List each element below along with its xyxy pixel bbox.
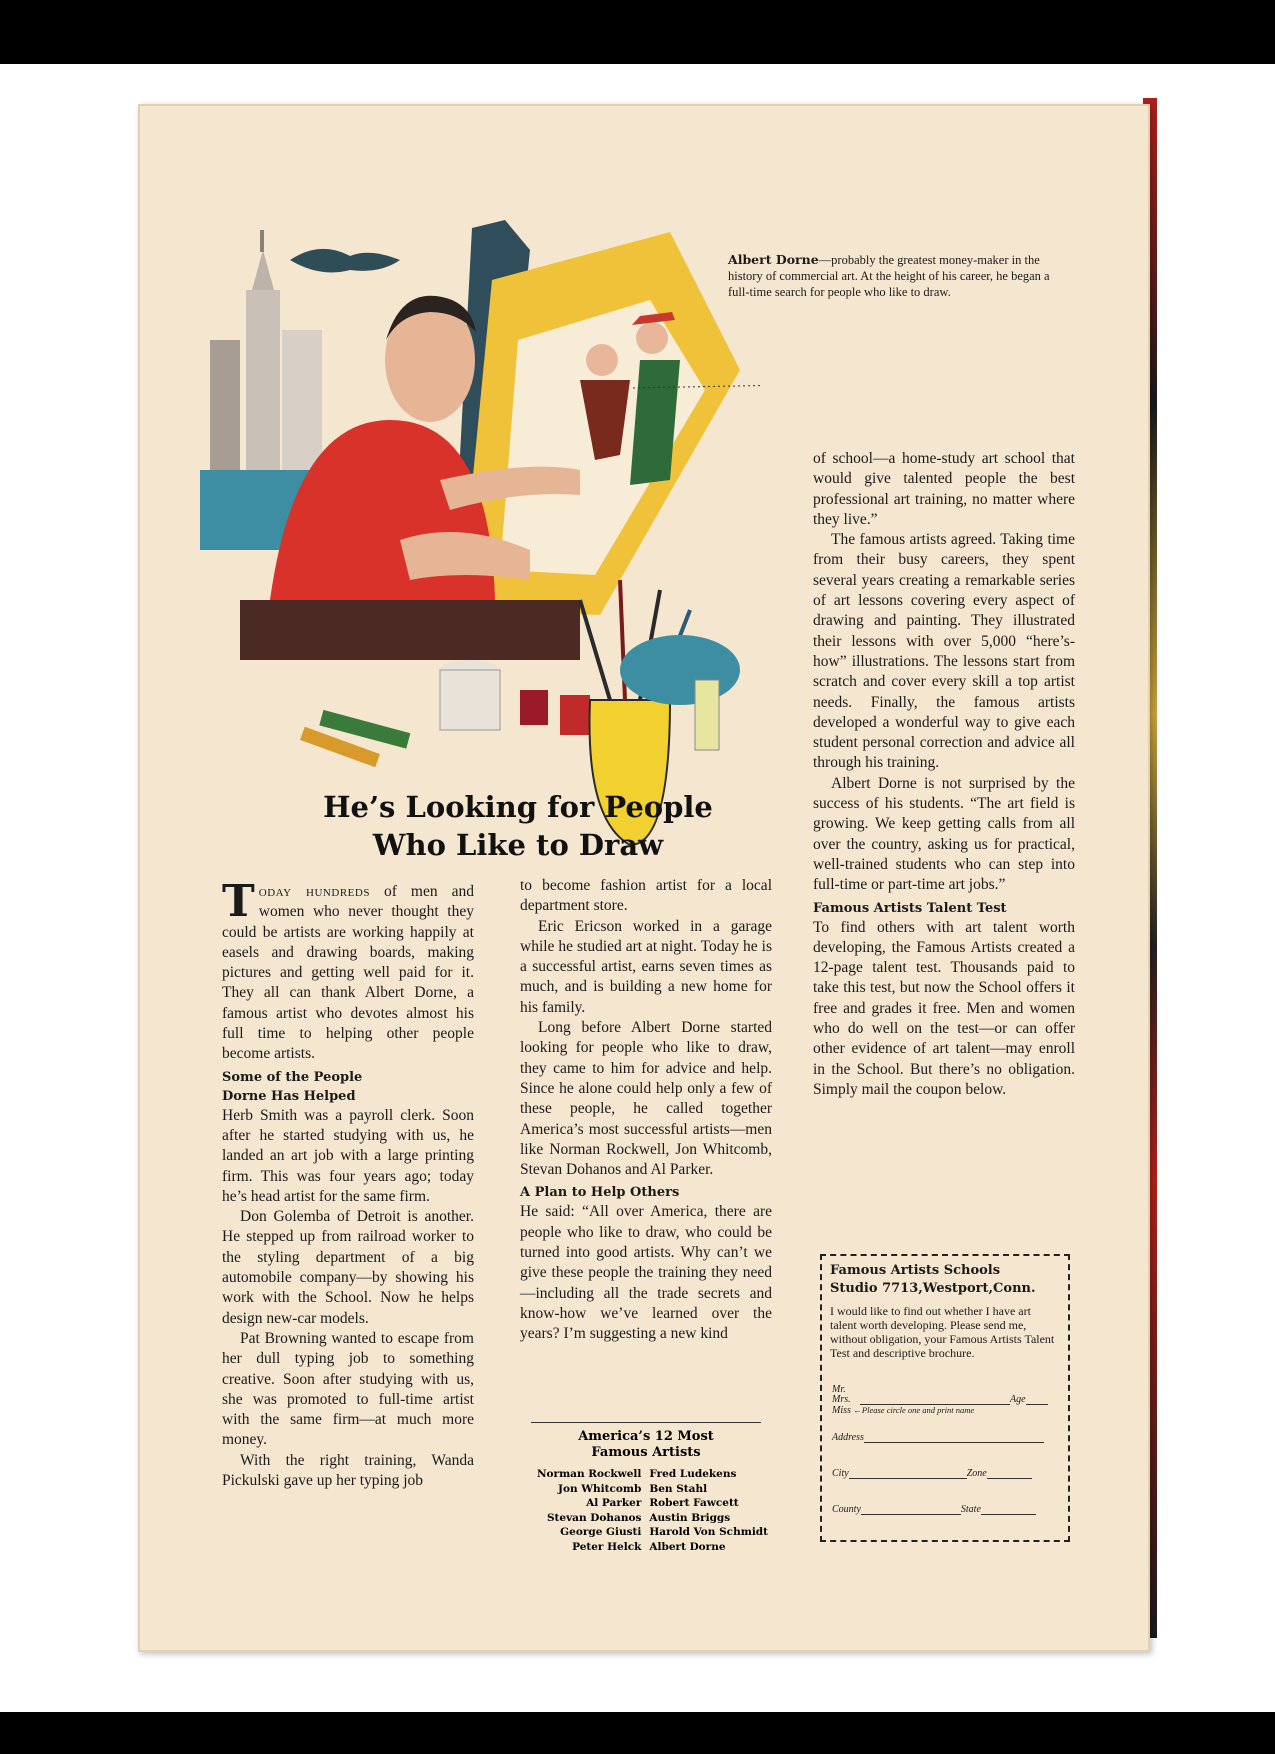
col2-paragraph-2: Eric Ericson worked in a garage while he studied art at night. Today he is a successful artist, earns seven times as much, and is building a new home for his family.: [520, 917, 772, 1016]
col1-paragraph-2: Herb Smith was a payroll clerk. Soon after he started studying with us, he landed an art job with a large printing firm. This was four years ago; today he’s head artist for the same firm.: [222, 1106, 474, 1205]
title-miss-row: [832, 1405, 974, 1416]
subhead-people-helped: [222, 1068, 474, 1106]
artist-name: Harold Von Schmidt: [649, 1526, 768, 1538]
building-right: [282, 330, 322, 470]
comic-back-cover-page: [138, 104, 1150, 1652]
state-line[interactable]: [981, 1504, 1036, 1515]
col2-paragraph-4: He said: “All over America, there are people who like to draw, who could be turned into good artists. Why can’t we give these people the training they need—including all the trade secrets and know-how we’ve learned over the years? I’m suggesting a new kind: [520, 1203, 772, 1343]
mail-coupon[interactable]: [820, 1254, 1070, 1542]
artists-table: [520, 1467, 772, 1554]
artist-row: [520, 1482, 772, 1497]
col1-p1-rest: of men and women who never thought they could be artists are working happily at easels and drawing boards, making pictures and getting well paid for it. They all can thank Albert Dorne, a famous artist who devotes almost his full time to helping other people become artists.: [222, 883, 474, 1063]
cloud: [290, 249, 400, 273]
col1-paragraph-5: With the right training, Wanda Pickulski gave up her typing job: [222, 1451, 474, 1490]
name-line-row[interactable]: [860, 1394, 1048, 1405]
artist-row: [520, 1511, 772, 1526]
artist-name: Robert Fawcett: [649, 1497, 739, 1509]
artist-name: Ben Stahl: [649, 1482, 708, 1495]
headline-line1: He’s Looking for People: [323, 790, 713, 824]
coupon-studio-address: Studio 7713,Westport,Conn.: [830, 1281, 1036, 1296]
artist-row: [520, 1525, 772, 1540]
age-line[interactable]: [1026, 1394, 1048, 1405]
artist-row: [520, 1540, 772, 1555]
col2-paragraph-3: Long before Albert Dorne started looking for people who like to draw, they came to him for advice and help. Since he alone could help only a few of these people, he called together America’s most successful artists—men like Norman Rockwell, Jon Whitcomb, Stevan Dohanos and Al Parker.: [520, 1019, 772, 1179]
address-field[interactable]: [832, 1432, 1044, 1443]
col3-paragraph-3: Albert Dorne is not surprised by the success of his students. “The art field is growing. We keep getting calls from all over the country, asking us for practical, well-trained students who can step into full-time or part-time art jobs.”: [813, 774, 1075, 894]
col1-paragraph-4: Pat Browning wanted to escape from her dull typing job to something creative. Soon after studying with us, she was promoted to full-time artist with the same firm—at much more money.: [222, 1329, 474, 1449]
age-label: Age: [1010, 1394, 1026, 1405]
state-label: State: [960, 1504, 981, 1515]
subhead-line2: Dorne Has Helped: [222, 1088, 356, 1104]
name-line[interactable]: [860, 1394, 1010, 1405]
county-label: County: [832, 1504, 861, 1515]
artist-name: Peter Helck: [572, 1540, 642, 1553]
headline-line2: Who Like to Draw: [372, 828, 664, 862]
col3-paragraph-1: of school—a home-study art school that would give talented people the best professional art training, no matter where they live.”: [813, 450, 1075, 528]
artists-title: [520, 1429, 772, 1461]
city-line[interactable]: [849, 1468, 967, 1479]
artist-name: Fred Ludekens: [649, 1468, 737, 1480]
artists-title-line2: Famous Artists: [591, 1445, 701, 1460]
zone-label: Zone: [966, 1468, 987, 1479]
artist-name: George Giusti: [560, 1526, 642, 1538]
column-2: [520, 876, 772, 1345]
dropcap: T: [222, 876, 255, 927]
artist-row: [520, 1496, 772, 1511]
col2-paragraph-1: to become fashion artist for a local department store.: [520, 877, 772, 915]
famous-artists-list: [520, 1422, 772, 1554]
coupon-body: I would like to find out whether I have art talent worth developing. Please send me, without obligation, your Famous Artists Talent Test and descriptive brochure.: [830, 1304, 1055, 1360]
column-3: [813, 449, 1075, 1100]
county-line[interactable]: [861, 1504, 961, 1515]
col3-paragraph-4: To find others with art talent worth developing, the Famous Artists created a 12-page talent test. Thousands paid to take this test, but now the School offers it free and grades it free. Men and women who do well on the test—or can offer other evidence of art talent—may enroll in the School. But there’s no obligation. Simply mail the coupon below.: [813, 918, 1075, 1098]
illustration-caption: [728, 252, 1058, 300]
lead-smallcaps: oday hundreds: [258, 883, 370, 900]
coupon-school-name: Famous Artists Schools: [830, 1263, 1001, 1278]
address-label: Address: [832, 1432, 864, 1443]
artist-row: [520, 1467, 772, 1482]
artist-name: Norman Rockwell: [536, 1468, 642, 1480]
artists-title-line1: America’s 12 Most: [578, 1429, 714, 1444]
col1-paragraph-3: Don Golemba of Detroit is another. He stepped up from railroad worker to the styling department of a big automobile company—by showing his work with the School. Now he helps design new-car models.: [222, 1208, 474, 1327]
column-1: [222, 876, 474, 1491]
title-mrs: Mrs.: [832, 1394, 851, 1405]
city-label: City: [832, 1468, 849, 1479]
col1-paragraph-1: [222, 876, 474, 1065]
headline: [258, 788, 778, 864]
coupon-note: ←Please circle one and print name: [853, 1405, 975, 1415]
caption-text: —probably the greatest money-maker in the history of commercial art. At the height of his career, he began a full-time search for people who like to draw.: [728, 253, 1050, 299]
city-zone-field[interactable]: [832, 1468, 1032, 1479]
artist-name: Jon Whitcomb: [558, 1482, 642, 1495]
artist-name: Austin Briggs: [649, 1511, 731, 1524]
county-state-field[interactable]: [832, 1504, 1036, 1515]
building-tower: [246, 290, 280, 470]
address-line[interactable]: [864, 1432, 1044, 1443]
divider: [531, 1422, 761, 1423]
subhead-line1: Some of the People: [222, 1069, 363, 1085]
artist-name: Albert Dorne: [649, 1540, 726, 1553]
scan-border-top: [0, 0, 1275, 64]
building-left: [210, 340, 240, 470]
title-mr: Mr.: [832, 1384, 846, 1395]
col3-paragraph-2: The famous artists agreed. Taking time from their busy careers, they spent several years creating a remarkable series of art lessons covering every aspect of drawing and painting. They illustrated their lessons with over 5,000 “here’s-how” illustrations. The lessons start from scratch and cover every skill a top artist needs. Finally, the famous artists developed a wonderful way to give each student personal correction and advice all through his training.: [813, 531, 1075, 772]
subhead-plan: A Plan to Help Others: [520, 1185, 680, 1201]
subhead-talent-test: Famous Artists Talent Test: [813, 900, 1007, 916]
artist-name: Stevan Dohanos: [546, 1511, 642, 1524]
caption-name: Albert Dorne: [728, 252, 819, 267]
title-miss: Miss: [832, 1405, 851, 1416]
zone-line[interactable]: [987, 1468, 1032, 1479]
scan-border-bottom: [0, 1712, 1275, 1754]
artist-name: Al Parker: [586, 1497, 642, 1509]
